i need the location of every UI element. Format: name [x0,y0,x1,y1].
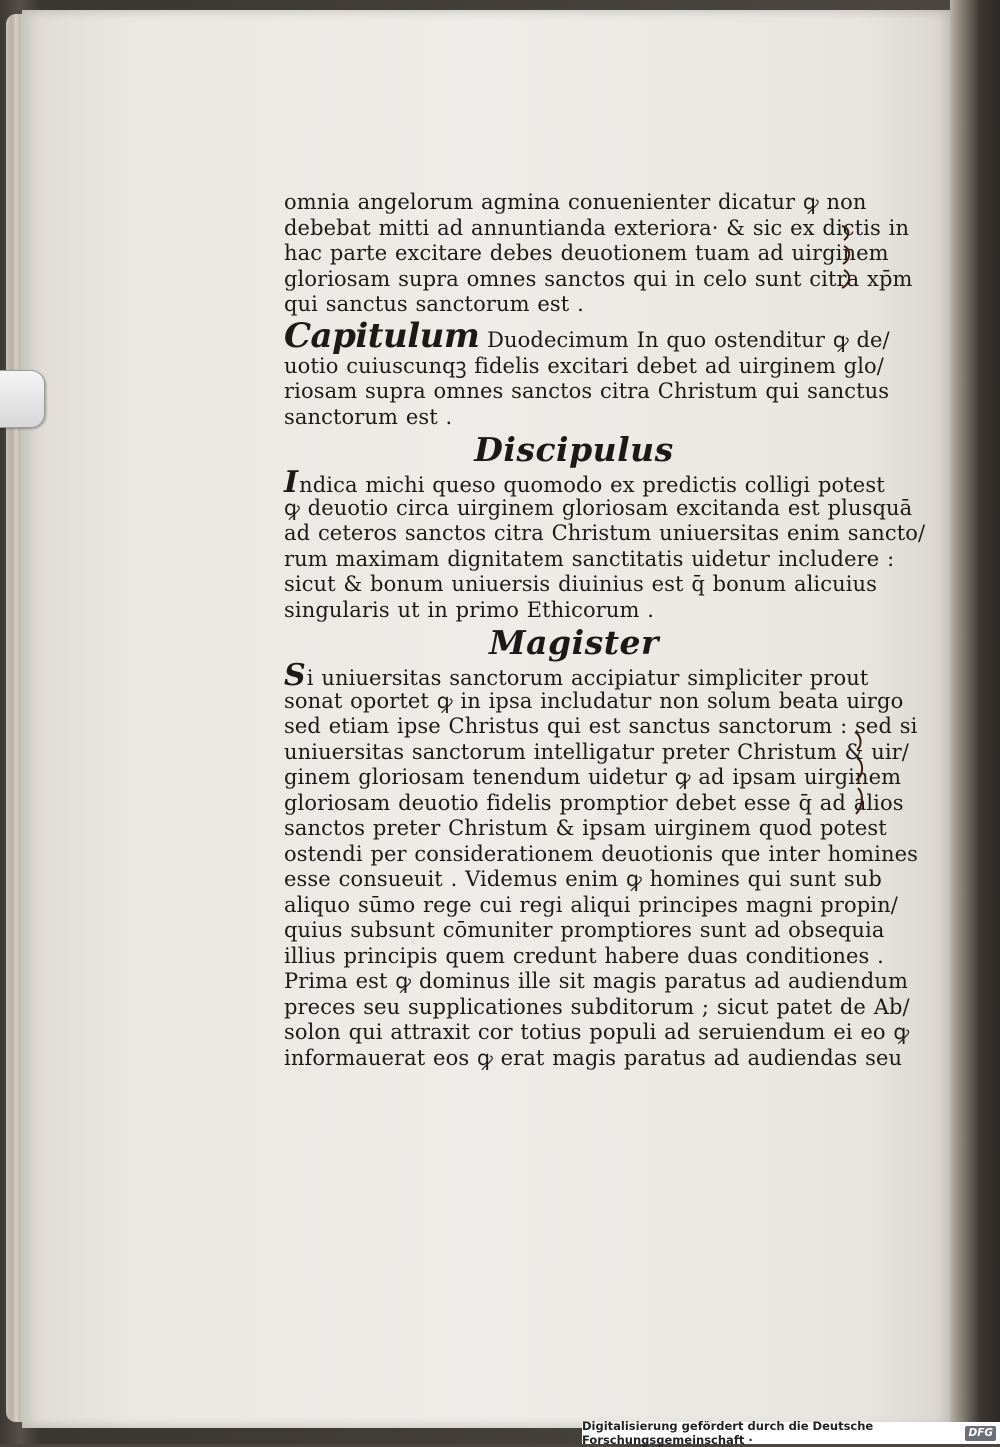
text-line: solon qui attraxit cor totius populi ad seruiendum ei eo ꝙ [284,1020,910,1044]
text-line: ostendi per considerationem deuotionis que inter homines [284,841,918,866]
first-line-rest: ndica michi queso quomodo ex predictis colligi potest [299,473,885,497]
text-line: hac parte excitare debes deuotionem tuam ad uirginem [284,241,889,265]
text-line: ꝙ deuotio circa uirginem gloriosam excitanda est plusquā [284,495,913,520]
magister-heading: Magister [489,623,659,662]
text-line: gloriosam deuotio fidelis promptior debet esse q̄ ad alios [284,790,904,815]
text-line: uniuersitas sanctorum intelligatur preter Christum & uir/ [284,739,909,764]
text-line: quius subsunt cōmuniter promptiores sunt ad obsequia [284,918,885,942]
discipulus-heading: Discipulus [474,430,674,469]
margin-annotation-bracket [852,728,866,820]
text-line: uotio cuiuscunqꝫ fidelis excitari debet ad uirginem glo/ [284,353,884,378]
text-line: ginem gloriosam tenendum uidetur ꝙ ad ipsam uirginem [284,765,902,789]
text-line: gloriosam supra omnes sanctos qui in celo sunt citra xp̄m [284,266,913,291]
dfg-logo-icon: DFG [965,1426,996,1441]
text-line: informauerat eos ꝙ erat magis paratus ad audiendas seu [284,1045,903,1070]
text-line: omnia angelorum agmina conuenienter dicatur ꝙ non [284,190,867,214]
main-text-block [284,190,926,1071]
text-line: Prima est ꝙ dominus ille sit magis paratus ad audiendum [284,969,908,993]
text-line: sed etiam ipse Christus qui est sanctus sanctorum : sed si [284,714,918,738]
book-spine-shadow [950,0,1000,1444]
text-line: preces seu supplicationes subditorum ; sicut patet de Ab/ [284,994,910,1019]
margin-annotation-bracket [838,222,854,294]
text-line: qui sanctus sanctorum est . [284,292,584,316]
initial-letter: I [284,465,299,500]
chapter-heading-line [284,315,890,356]
text-line: rum maximam dignitatem sanctitatis uidetur includere : [284,546,895,571]
text-line: riosam supra omnes sanctos citra Christum qui sanctus [284,379,890,403]
footer-credit-text: Digitalisierung gefördert durch die Deutsche Forschungsgemeinschaft · [582,1419,874,1447]
text-line: illius principis quem credunt habere duas conditiones . [284,943,884,968]
text-line: singularis ut in primo Ethicorum . [284,597,655,622]
text-line: esse consueuit . Videmus enim ꝙ homines qui sunt sub [284,867,882,891]
text-line: sanctos preter Christum & ipsam uirginem quod potest [284,816,887,840]
text-line: debebat mitti ad annuntianda exteriora· & sic ex dictis in [284,215,910,240]
text-line: sicut & bonum uniuersis diuinius est q̄ bonum alicuius [284,572,878,596]
margin-bracket-icon [852,728,866,818]
bookmark-tab [0,370,45,428]
margin-bracket-icon [838,222,854,292]
text-line: sonat oportet ꝙ in ipsa includatur non solum beata uirgo [284,688,904,713]
initial-letter: S [284,658,306,693]
text-line: sanctorum est . [284,404,453,429]
text-line [284,465,885,500]
chapter-word: Capitulum [284,315,480,356]
footer-credit-bar [582,1419,1000,1447]
text-line: ad ceteros sanctos citra Christum uniuersitas enim sancto/ [284,521,926,545]
text-line [284,658,869,693]
text-line: aliquo sūmo rege cui regi aliqui principes magni propin/ [284,892,898,917]
first-line-rest: i uniuersitas sanctorum accipiatur simpliciter prout [306,666,869,690]
chapter-heading-rest: Duodecimum In quo ostenditur ꝙ de/ [479,327,890,352]
